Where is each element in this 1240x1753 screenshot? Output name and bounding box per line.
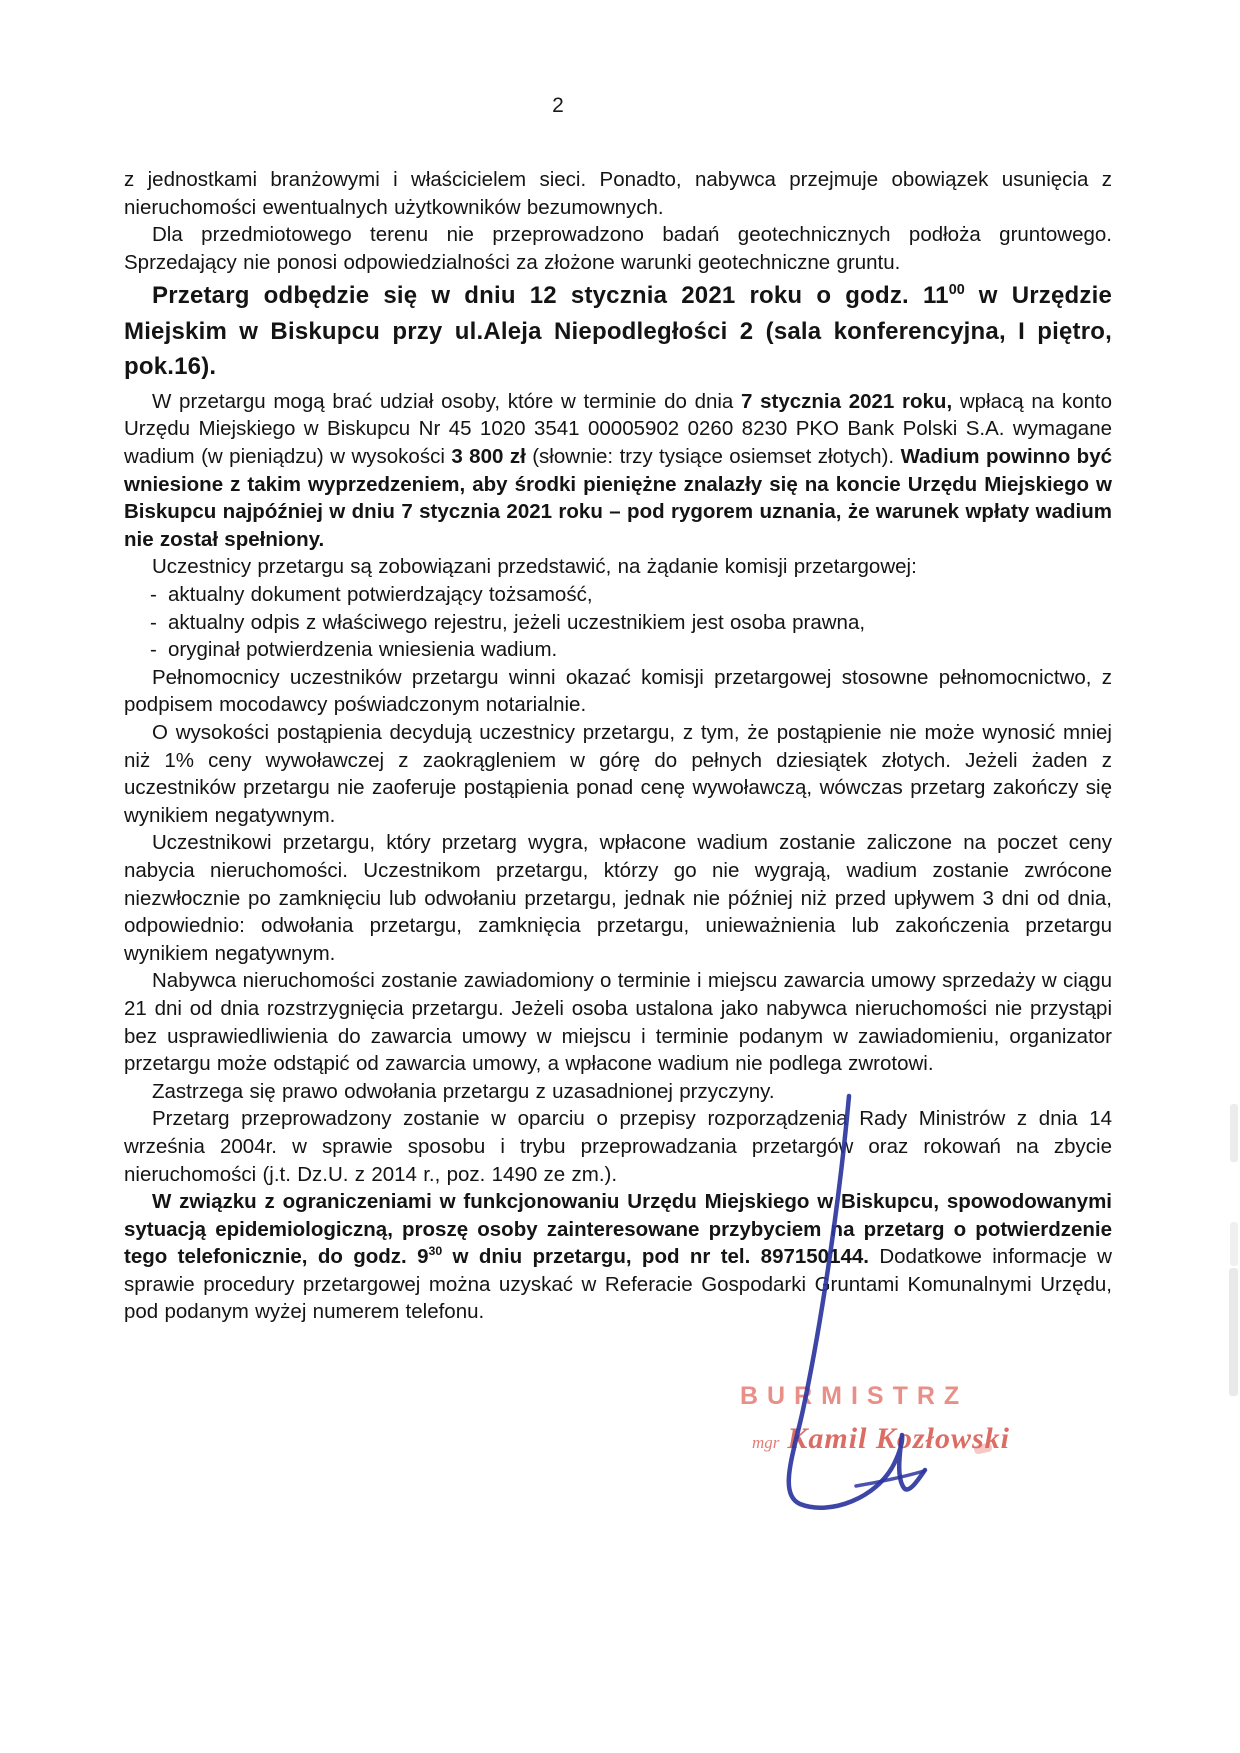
document-body [124,166,1112,1326]
scan-artifact [1230,1222,1238,1266]
page-number: 2 [552,94,564,117]
text-run: W przetargu mogą brać udział osoby, które w terminie do dnia [152,389,742,413]
text-run: Dodatkowe informacje w sprawie procedury przetargowej można uzyskać w Referacie Gospodarki Gruntami Komunalnymi Urzędu, pod podanym wyżej numerem telefonu. [124,1245,1112,1324]
paragraph [124,1188,1112,1326]
text-run: Uczestnikowi przetargu, który przetarg wygra, wpłacone wadium zostanie zaliczone na poczet ceny nabycia nieruchomości. Uczestnikom przetargu, którzy go nie wygrają, wadium zostanie zwrócone niezwłocznie po zamknięciu lub odwołaniu przetargu, jednak nie później niż przed upływem 3 dni od dnia, odpowiednio: odwołania przetargu, zamknięcia przetargu, unieważnienia lub zakończenia przetargu wynikiem negatywnym. [124,831,1112,965]
stamp-name: Kamil Kozłowski [787,1422,1010,1455]
paragraph [124,221,1112,276]
text-run: O wysokości postąpienia decydują uczestnicy przetargu, z tym, że postąpienie nie może wynosić mniej niż 1% ceny wywoławczej z zaokrągleniem w górę do pełnych dziesiątek złotych. Jeżeli żaden z uczestników przetargu nie zaoferuje postąpienia ponad cenę wywoławczą, wówczas przetarg zakończy się wynikiem negatywnym. [124,721,1112,827]
paragraph [124,1105,1112,1188]
text-run: 30 [428,1244,443,1259]
text-run: 7 stycznia 2021 roku, [741,389,953,413]
text-run: wpłacą na konto Urzędu Miejskiego w Biskupcu Nr 45 1020 3541 00005902 0260 8230 PKO Bank Polski S.A. wymagane wadium (w pieniądzu) w wysokości [124,389,1112,469]
text-run: Dla przedmiotowego terenu nie przeprowadzono badań geotechnicznych podłoża gruntowego. Sprzedający nie ponosi odpowiedzialności za złożone warunki geotechniczne gruntu. [124,223,1112,274]
burmistrz-stamp-title: BURMISTRZ [740,1382,969,1410]
text-run: 3 800 zł [451,445,526,469]
text-run: oryginał potwierdzenia wniesienia wadium. [168,638,558,662]
list-item [124,609,1112,637]
paragraph [124,553,1112,581]
heading-paragraph [124,278,1112,385]
text-run: Nabywca nieruchomości zostanie zawiadomiony o terminie i miejscu zawarcia umowy sprzedaży w ciągu 21 dni od dnia rozstrzygnięcia przetargu. Jeżeli osoba ustalona jako nabywca nieruchomości nie przystąpi bez usprawiedliwienia do zawarcia umowy w miejscu i terminie podanym w zawiadomieniu, organizator przetargu może odstąpić od zawarcia umowy, a wpłacone wadium nie podlega zwrotowi. [124,969,1112,1076]
list-item [124,636,1112,664]
text-run: aktualny dokument potwierdzający tożsamość, [168,583,593,607]
text-run: Uczestnicy przetargu są zobowiązani przedstawić, na żądanie komisji przetargowej: [152,555,917,579]
text-run: w Urzędzie Miejskim w Biskupcu przy ul.Aleja Niepodległości 2 (sala konferencyjna, I piętro, pok.16). [124,282,1112,381]
paragraph [124,829,1112,967]
text-run: 00 [948,282,965,299]
text-run: w dniu przetargu, pod nr tel. 897150144. [442,1245,869,1269]
scan-artifact [1229,1268,1238,1396]
list-dash: - [150,638,157,662]
text-run: Wadium powinno być wniesione z takim wyprzedzeniem, aby środki pieniężne znalazły się na koncie Urzędu Miejskiego w Biskupcu najpóźniej w dniu 7 stycznia 2021 roku – pod rygorem uznania, że warunek wpłaty wadium nie został spełniony. [124,445,1112,551]
scan-artifact [1230,1104,1238,1162]
list-dash: - [150,583,157,607]
text-run: aktualny odpis z właściwego rejestru, jeżeli uczestnikiem jest osoba prawna, [168,610,866,634]
paragraph [124,1078,1112,1106]
stamp-name-prefix: mgr [752,1433,780,1452]
text-run: z jednostkami branżowymi i właścicielem sieci. Ponadto, nabywca przejmuje obowiązek usunięcia z nieruchomości ewentualnych użytkowników bezumownych. [124,168,1112,219]
text-run: Przetarg odbędzie się w dniu 12 stycznia 2021 roku o godz. 11 [152,282,949,310]
paragraph [124,967,1112,1077]
paragraph [124,664,1112,719]
text-run: Zastrzega się prawo odwołania przetargu z uzasadnionej przyczyny. [152,1079,775,1103]
paragraph [124,719,1112,829]
text-run: W związku z ograniczeniami w funkcjonowaniu Urzędu Miejskiego w Biskupcu, spowodowanymi sytuacją epidemiologiczną, proszę osoby zainteresowane przybyciem na przetarg o potwierdzenie tego telefonicznie, do godz. 9 [124,1190,1112,1269]
burmistrz-stamp-name-row [752,1422,1010,1456]
text-run: (słownie: trzy tysiące osiemset złotych). [525,445,901,469]
text-run: Pełnomocnicy uczestników przetargu winni okazać komisji przetargowej stosowne pełnomocnictwo, z podpisem mocodawcy poświadczonym notarialnie. [124,665,1112,717]
paragraph [124,388,1112,554]
list-item [124,581,1112,609]
text-run: Przetarg przeprowadzony zostanie w oparciu o przepisy rozporządzenia Rady Ministrów z dnia 14 września 2004r. w sprawie sposobu i trybu przeprowadzania przetargów oraz rokowań na zbycie nieruchomości (j.t. Dz.U. z 2014 r., poz. 1490 ze zm.). [124,1107,1112,1186]
list-dash: - [150,610,157,634]
paragraph [124,166,1112,221]
